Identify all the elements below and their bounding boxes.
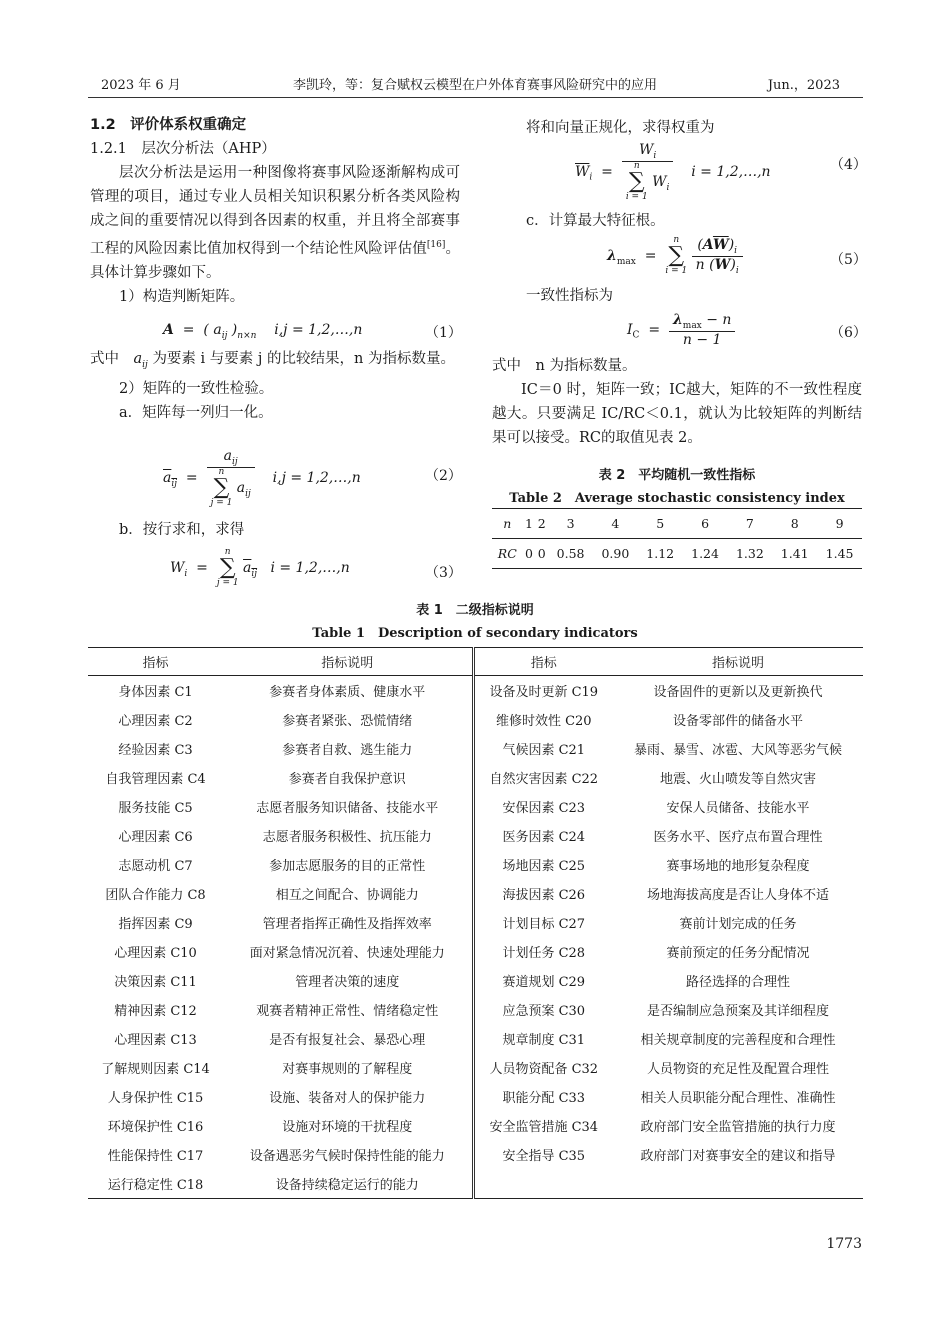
table2-n-cell: 1 — [523, 509, 536, 539]
table2-rc-cell: 1.32 — [727, 539, 772, 569]
table1-header: 指标 — [473, 648, 613, 676]
indicator-desc-cell: 路径选择的合理性 — [685, 975, 790, 990]
indicator-desc-cell: 政府部门对赛事安全的建议和指导 — [640, 1149, 836, 1164]
indicator-cell: 设备及时更新 C19 — [489, 685, 599, 700]
indicator-desc-cell: 管理者决策的速度 — [223, 966, 473, 995]
table-row — [88, 763, 863, 792]
header-date-en: Jun.，2023 — [767, 78, 840, 93]
table-row — [88, 937, 863, 966]
table1-caption-en: Table 1 Description of secondary indicators — [312, 626, 638, 641]
table2-n-cell: 9 — [817, 509, 862, 539]
indicator-desc-cell: 相互之间配合、协调能力 — [223, 879, 473, 908]
indicator-cell: 志愿动机 C7 — [118, 859, 193, 874]
equation-1: A = ( $a_{ij}$ )$_{n\times n}$ i,j = 1,2,…,n — [163, 322, 363, 341]
indicator-cell: 心理因素 C10 — [114, 946, 197, 961]
page-number: 1773 — [826, 1236, 862, 1252]
table2-n-cell: 2 — [535, 509, 548, 539]
indicator-desc-cell: 面对紧急情况沉着、快速处理能力 — [223, 937, 473, 966]
table2-rc-cell: 0 — [535, 539, 548, 569]
table-row — [88, 1111, 863, 1140]
indicator-cell: 运行稳定性 C18 — [88, 1169, 223, 1199]
step-a: a．矩阵每一列归一化。 — [119, 404, 273, 421]
indicator-cell: 人员物资配备 C32 — [489, 1062, 599, 1077]
table2-rc-cell: 0.58 — [548, 539, 593, 569]
indicator-desc-cell: 志愿者服务积极性、抗压能力 — [223, 821, 473, 850]
equation-4: $\overline{W}_i$ = $W_i$ n ∑ i = 1 $W_i$ i = 1,2,…,n — [575, 142, 771, 202]
indicator-desc-cell: 赛前计划完成的任务 — [679, 917, 797, 932]
indicator-desc-cell: 场地海拔高度是否让人身体不适 — [646, 888, 829, 903]
indicator-cell: 安保因素 C23 — [502, 801, 586, 816]
table2-rc-cell: 0.90 — [593, 539, 638, 569]
where-1: 式中 $a_{ij}$ 为要素 i 与要素 j 的比较结果，n 为指标数量。 — [90, 351, 455, 370]
indicator-cell: 心理因素 C6 — [118, 830, 193, 845]
table2-caption-en: Table 2 Average stochastic consistency index — [509, 491, 845, 506]
indicator-cell: 场地因素 C25 — [502, 859, 586, 874]
table2-n-cell: 7 — [727, 509, 772, 539]
equation-3-number: （3） — [425, 565, 462, 581]
indicator-cell: 自然灾害因素 C22 — [489, 772, 599, 787]
table-row — [88, 966, 863, 995]
equation-6-number: （6） — [830, 325, 867, 341]
indicator-desc-cell: 管理者指挥正确性及指挥效率 — [223, 908, 473, 937]
equation-2: $a_{ij}$ = $a_{ij}$ n ∑ j = 1 $a_{ij}$ i,j = 1,2,…,n — [163, 448, 361, 508]
step-c: c．计算最大特征根。 — [526, 213, 665, 229]
header-rule — [88, 97, 863, 98]
consistency-paragraph: IC＝0 时，矩阵一致；IC越大，矩阵的不一致性程度越大。只要满足 IC/RC＜0.1，就认为比较矩阵的判断结果可以接受。RC的取值见表 2。 — [492, 382, 862, 446]
right-column-text — [492, 354, 862, 450]
table1-header: 指标说明 — [613, 648, 863, 676]
indicator-cell: 规章制度 C31 — [502, 1033, 586, 1048]
table1-header: 指标 — [88, 648, 223, 676]
equation-5: $\lambda_{max}$ = n ∑ i = 1 $\frac{(A\overline{W})_i}{n (\overline{W})_i}$ — [607, 236, 743, 276]
equation-2-number: （2） — [425, 468, 462, 484]
indicator-desc-cell: 赛事场地的地形复杂程度 — [666, 859, 810, 874]
header-title: 李凯玲，等：复合赋权云模型在户外体育赛事风险研究中的应用 — [292, 78, 657, 93]
indicator-cell: 海拔因素 C26 — [502, 888, 586, 903]
table2-n-cell: 4 — [593, 509, 638, 539]
indicator-cell: 人身保护性 C15 — [107, 1091, 204, 1106]
indicator-desc-cell: 安保人员储备、技能水平 — [666, 801, 810, 816]
table2-n-label: n — [492, 509, 523, 539]
where-2: 式中 n 为指标数量。 — [492, 358, 637, 374]
left-column-3 — [90, 518, 460, 542]
indicator-cell: 计划任务 C28 — [502, 946, 586, 961]
indicator-cell: 安全监管措施 C34 — [489, 1120, 599, 1135]
normalize-text: 将和向量正规化，求得权重为 — [526, 120, 715, 136]
equation-6: $I_C$ = $\frac{\lambda_{max} - n}{n - 1}$ — [627, 312, 735, 348]
indicator-cell: 服务技能 C5 — [118, 801, 193, 816]
indicator-cell: 决策因素 C11 — [114, 975, 197, 990]
table2-rc-cell: 1.45 — [817, 539, 862, 569]
indicator-desc-cell: 政府部门安全监管措施的执行力度 — [640, 1120, 836, 1135]
left-column — [90, 113, 460, 309]
step-2: 2）矩阵的一致性检验。 — [119, 380, 274, 397]
indicator-desc-cell: 设施对环境的干扰程度 — [223, 1111, 473, 1140]
ci-title: 一致性指标为 — [526, 288, 613, 304]
table2-n-cell: 5 — [638, 509, 683, 539]
indicator-cell: 精神因素 C12 — [114, 1004, 197, 1019]
table2-n-cell: 6 — [683, 509, 728, 539]
table2-n-cell: 8 — [772, 509, 817, 539]
table2-caption-cn: 表 2 平均随机一致性指标 — [598, 468, 756, 483]
table-row — [88, 995, 863, 1024]
indicator-desc-cell: 参加志愿服务的目的正常性 — [223, 850, 473, 879]
indicator-desc-cell: 相关规章制度的完善程度和合理性 — [640, 1033, 836, 1048]
table2-rc-cell: 1.12 — [638, 539, 683, 569]
table-row — [88, 850, 863, 879]
table-row — [88, 792, 863, 821]
indicator-cell: 性能保持性 C17 — [107, 1149, 204, 1164]
table2-rc-label: RC — [492, 539, 523, 569]
citation: [16] — [426, 240, 446, 250]
indicator-desc-cell: 参赛者紧张、恐慌情绪 — [223, 705, 473, 734]
table-row — [88, 1169, 863, 1199]
indicator-desc-cell: 人员物资的充足性及配置合理性 — [646, 1062, 829, 1077]
indicator-cell — [473, 1169, 613, 1199]
indicator-cell: 自我管理因素 C4 — [105, 772, 206, 787]
indicator-desc-cell: 设施、装备对人的保护能力 — [223, 1082, 473, 1111]
indicator-desc-cell: 地震、火山喷发等自然灾害 — [659, 772, 816, 787]
table-row — [88, 734, 863, 763]
equation-4-number: （4） — [830, 157, 867, 173]
table2-n-cell: 3 — [548, 509, 593, 539]
table1-header: 指标说明 — [223, 648, 473, 676]
step-1: 1）构造判断矩阵。 — [119, 288, 245, 305]
indicator-cell: 了解规则因素 C14 — [101, 1062, 210, 1077]
indicator-cell: 医务因素 C24 — [502, 830, 586, 845]
table1 — [88, 647, 863, 1199]
indicator-cell: 计划目标 C27 — [502, 917, 586, 932]
table2 — [492, 508, 862, 569]
indicator-cell: 维修时效性 C20 — [495, 714, 592, 729]
table2-rc-cell: 1.41 — [772, 539, 817, 569]
indicator-cell: 应急预案 C30 — [502, 1004, 586, 1019]
indicator-desc-cell: 相关人员职能分配合理性、准确性 — [640, 1091, 836, 1106]
left-column-2 — [90, 347, 460, 425]
indicator-cell: 环境保护性 C16 — [107, 1120, 204, 1135]
indicator-cell: 职能分配 C33 — [502, 1091, 586, 1106]
indicator-cell: 心理因素 C2 — [118, 714, 193, 729]
indicator-desc-cell: 设备持续稳定运行的能力 — [223, 1169, 473, 1199]
indicator-desc-cell: 是否有报复社会、暴恐心理 — [223, 1024, 473, 1053]
table-row — [88, 1140, 863, 1169]
equation-5-number: （5） — [830, 252, 867, 268]
indicator-desc-cell: 暴雨、暴雪、冰雹、大风等恶劣气候 — [633, 743, 842, 758]
equation-1-number: （1） — [425, 325, 462, 341]
indicator-cell: 团队合作能力 C8 — [105, 888, 206, 903]
indicator-desc-cell: 参赛者自我保护意识 — [223, 763, 473, 792]
indicator-cell: 赛道规划 C29 — [502, 975, 586, 990]
table-row — [88, 705, 863, 734]
indicator-cell: 指挥因素 C9 — [118, 917, 193, 932]
table-row — [88, 1053, 863, 1082]
indicator-desc-cell: 设备固件的更新以及更新换代 — [653, 685, 823, 700]
table2-rc-cell: 1.24 — [683, 539, 728, 569]
indicator-cell: 身体因素 C1 — [118, 685, 193, 700]
indicator-cell: 心理因素 C13 — [114, 1033, 197, 1048]
table-row — [88, 879, 863, 908]
table-row — [88, 908, 863, 937]
indicator-desc-cell: 是否编制应急预案及其详细程度 — [646, 1004, 829, 1019]
equation-3: $W_i$ = n ∑ j = 1 $a_{ij}$ i = 1,2,…,n — [170, 547, 350, 588]
step-b: b．按行求和，求得 — [119, 522, 245, 538]
indicator-desc-cell: 参赛者自救、逃生能力 — [223, 734, 473, 763]
indicator-desc-cell: 设备零部件的储备水平 — [672, 714, 803, 729]
indicator-desc-cell: 观赛者精神正常性、情绪稳定性 — [223, 995, 473, 1024]
table2-rc-cell: 0 — [523, 539, 536, 569]
table-row — [88, 821, 863, 850]
ahp-paragraph: 层次分析法是运用一种图像将赛事风险逐渐解构成可管理的项目，通过专业人员相关知识积累分析各类风险构成之间的重要情况以得到各因素的权重，并且将全部赛事工程的风险因素比值加权得到一个结论性风险评估值[16]。具体计算步骤如下。 — [90, 165, 461, 281]
indicator-desc-cell: 参赛者身体素质、健康水平 — [223, 676, 473, 706]
indicator-desc-cell — [613, 1169, 863, 1199]
indicator-desc-cell: 医务水平、医疗点布置合理性 — [653, 830, 823, 845]
section-heading: 1.2 评价体系权重确定 — [90, 117, 247, 133]
indicator-desc-cell: 设备遇恶劣气候时保持性能的能力 — [223, 1140, 473, 1169]
subsection-heading: 1.2.1 层次分析法（AHP） — [90, 141, 276, 157]
table-row — [88, 1082, 863, 1111]
indicator-desc-cell: 赛前预定的任务分配情况 — [666, 946, 810, 961]
indicator-cell: 经验因素 C3 — [118, 743, 193, 758]
table-row — [88, 1024, 863, 1053]
header-date: 2023 年 6 月 — [101, 78, 181, 93]
indicator-cell: 安全指导 C35 — [502, 1149, 586, 1164]
indicator-desc-cell: 志愿者服务知识储备、技能水平 — [223, 792, 473, 821]
table-row — [88, 676, 863, 706]
indicator-cell: 气候因素 C21 — [502, 743, 586, 758]
table1-caption-cn: 表 1 二级指标说明 — [416, 603, 534, 618]
indicator-desc-cell: 对赛事规则的了解程度 — [223, 1053, 473, 1082]
